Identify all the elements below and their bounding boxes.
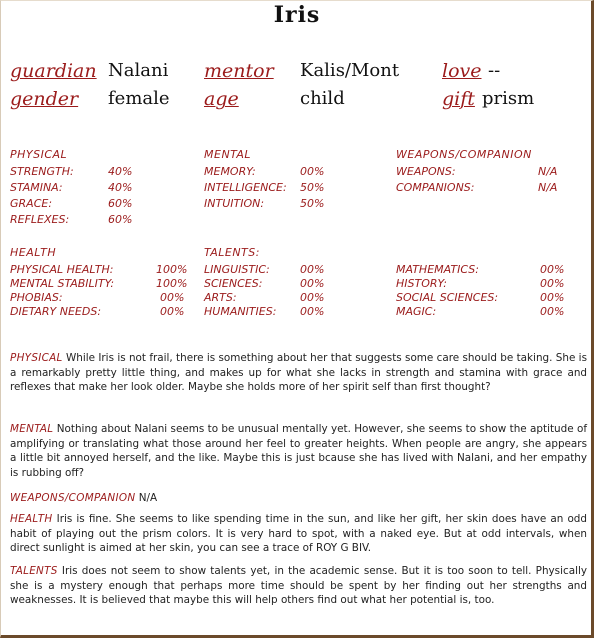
- info-row-1: [10, 60, 585, 88]
- paragraph-key: TALENTS: [10, 565, 58, 577]
- stat-name: ARTS:: [204, 291, 237, 304]
- health-heading: HEALTH: [10, 246, 57, 259]
- stat-name: HUMANITIES:: [204, 305, 277, 318]
- stat-name: DIETARY NEEDS:: [10, 305, 102, 318]
- stat-name: PHOBIAS:: [10, 291, 63, 304]
- paragraph-key: HEALTH: [10, 513, 53, 525]
- stat-value: 00%: [300, 277, 325, 290]
- stat-value: 00%: [160, 305, 185, 318]
- gift-value: prism: [482, 88, 535, 109]
- paragraph-text: Nothing about Nalani seems to be unusual mentally yet. However, she seems to show the aptitude of amplifying or translating what those around her feel to greater heights. When people are angry, she appears a little bit annoyed herself, and the like. Maybe this is just bcause she has lived with Nalani, and her empathy is rubbing off?: [10, 423, 587, 479]
- character-info: [10, 60, 585, 116]
- love-value: --: [488, 60, 501, 81]
- guardian-value: Nalani: [108, 60, 169, 81]
- mental-paragraph: [10, 422, 587, 480]
- paragraph-key: PHYSICAL: [10, 352, 63, 364]
- paragraph-text: Iris is fine. She seems to like spending time in the sun, and like her gift, her skin does have an odd habit of playing out the prism colors. It is very hard to spot, with a naked eye. But at odd intervals, when direct sunlight is aimed at her skin, you can see a trace of ROY G BIV.: [10, 513, 587, 555]
- age-label: age: [204, 88, 239, 110]
- stat-value: 60%: [108, 197, 133, 210]
- paragraph-text: N/A: [135, 492, 158, 504]
- stat-value: 50%: [300, 197, 325, 210]
- talents-heading: TALENTS:: [204, 246, 260, 259]
- stat-name: REFLEXES:: [10, 213, 70, 226]
- talents-paragraph: [10, 564, 587, 608]
- gender-label: gender: [10, 88, 79, 110]
- stat-name: STRENGTH:: [10, 165, 74, 178]
- stat-value: N/A: [538, 165, 558, 178]
- stat-value: 00%: [540, 263, 565, 276]
- stat-name: MAGIC:: [396, 305, 437, 318]
- stat-name: WEAPONS:: [396, 165, 456, 178]
- mental-heading: MENTAL: [204, 148, 252, 161]
- stat-value: 00%: [540, 277, 565, 290]
- paragraph-key: MENTAL: [10, 423, 54, 435]
- stat-value: 00%: [160, 291, 185, 304]
- stat-name: STAMINA:: [10, 181, 63, 194]
- weapons-paragraph: [10, 491, 587, 506]
- health-paragraph: [10, 512, 587, 556]
- paragraph-text: Iris does not seem to show talents yet, in the academic sense. But it is too soon to tell. Physically she is a mystery enough that perhaps more time should be spent by her finding out her strengths and weaknesses. It is believed that maybe this will help others find out what her potential is, too.: [10, 565, 587, 607]
- stat-value: 00%: [300, 165, 325, 178]
- info-row-2: [10, 88, 585, 116]
- stat-value: 00%: [540, 291, 565, 304]
- stat-name: HISTORY:: [396, 277, 447, 290]
- stat-name: COMPANIONS:: [396, 181, 475, 194]
- love-label: love: [442, 60, 482, 82]
- paragraph-key: WEAPONS/COMPANION: [10, 492, 136, 504]
- stat-name: MEMORY:: [204, 165, 256, 178]
- stat-value: 40%: [108, 181, 133, 194]
- age-value: child: [300, 88, 345, 109]
- gender-value: female: [108, 88, 170, 109]
- stat-value: 00%: [300, 263, 325, 276]
- page-title: Iris: [273, 2, 321, 28]
- stat-value: 100%: [156, 263, 188, 276]
- stat-value: 00%: [300, 305, 325, 318]
- stat-value: 00%: [540, 305, 565, 318]
- mentor-label: mentor: [204, 60, 274, 82]
- stat-name: INTUITION:: [204, 197, 265, 210]
- physical-heading: PHYSICAL: [10, 148, 68, 161]
- stat-name: MATHEMATICS:: [396, 263, 479, 276]
- stat-name: SCIENCES:: [204, 277, 263, 290]
- weapons-heading: WEAPONS/COMPANION: [396, 148, 532, 161]
- stat-value: N/A: [538, 181, 558, 194]
- stat-name: LINGUISTIC:: [204, 263, 270, 276]
- stat-value: 60%: [108, 213, 133, 226]
- physical-paragraph: [10, 351, 587, 395]
- stat-name: MENTAL STABILITY:: [10, 277, 115, 290]
- gift-label: gift: [442, 88, 475, 110]
- stat-value: 40%: [108, 165, 133, 178]
- stat-name: PHYSICAL HEALTH:: [10, 263, 114, 276]
- stat-value: 50%: [300, 181, 325, 194]
- mentor-value: Kalis/Mont: [300, 60, 400, 81]
- stat-value: 100%: [156, 277, 188, 290]
- stat-name: INTELLIGENCE:: [204, 181, 287, 194]
- guardian-label: guardian: [10, 60, 97, 82]
- stat-name: SOCIAL SCIENCES:: [396, 291, 499, 304]
- stat-name: GRACE:: [10, 197, 53, 210]
- paragraph-text: While Iris is not frail, there is something about her that suggests some care should be taking. She is a remarkably pretty little thing, and makes up for what she lacks in strength and stamina with grace and reflexes that make her look older. Maybe she holds more of her spirit self than first thought?: [10, 352, 587, 394]
- stat-value: 00%: [300, 291, 325, 304]
